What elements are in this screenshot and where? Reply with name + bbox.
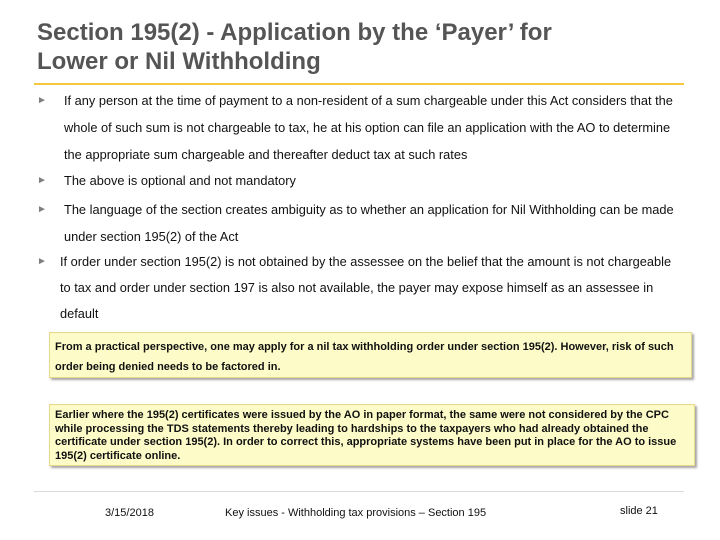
slide-title-line2: Lower or Nil Withholding [37, 48, 321, 75]
callout-text: Earlier where the 195(2) certificates were issued by the AO in paper format, the same were not considered by the CPC while processing the TDS statements thereby leading to hardships to the taxpayers who had already obtained the certificate under section 195(2). In order to correct this, appropriate systems have been put in place for the AO to issue 195(2) certificate online. [55, 409, 677, 462]
bullet-item [37, 196, 685, 250]
bullet-arrow-icon: ► [37, 175, 47, 186]
bullet-text: If any person at the time of payment to a non-resident of a sum chargeable under this Act considers that the whole of such sum is not chargeable to tax, he at his option can file an application with the AO to determine the appropriate sum chargeable and thereafter deduct tax at such rates [64, 93, 673, 162]
bullet-item [37, 167, 685, 194]
slide-title-line1: Section 195(2) - Application by the ‘Payer’ for [37, 19, 552, 46]
bullet-text: If order under section 195(2) is not obtained by the assessee on the belief that the amount is not chargeable to tax and order under section 197 is also not available, the payer may expose himself as an assessee in default [60, 254, 672, 321]
bullet-text: The above is optional and not mandatory [64, 173, 296, 188]
bullet-arrow-icon: ► [37, 204, 47, 215]
bullet-item [37, 87, 685, 168]
bullet-item [37, 249, 677, 327]
callout-text: From a practical perspective, one may apply for a nil tax withholding order under section 195(2). However, risk of such order being denied needs to be factored in. [55, 341, 674, 373]
footer-divider [34, 491, 684, 492]
slide-title [37, 18, 697, 76]
title-divider [34, 83, 684, 85]
bullet-arrow-icon: ► [37, 95, 47, 106]
callout-practical-perspective [49, 332, 692, 378]
bullet-arrow-icon: ► [37, 256, 47, 267]
footer-date: 3/15/2018 [105, 507, 154, 519]
callout-certificate-online [49, 404, 695, 466]
slide-number: slide 21 [620, 505, 658, 517]
footer-title: Key issues - Withholding tax provisions – Section 195 [225, 507, 487, 519]
bullet-text: The language of the section creates ambiguity as to whether an application for Nil Withholding can be made under section 195(2) of the Act [64, 202, 674, 244]
